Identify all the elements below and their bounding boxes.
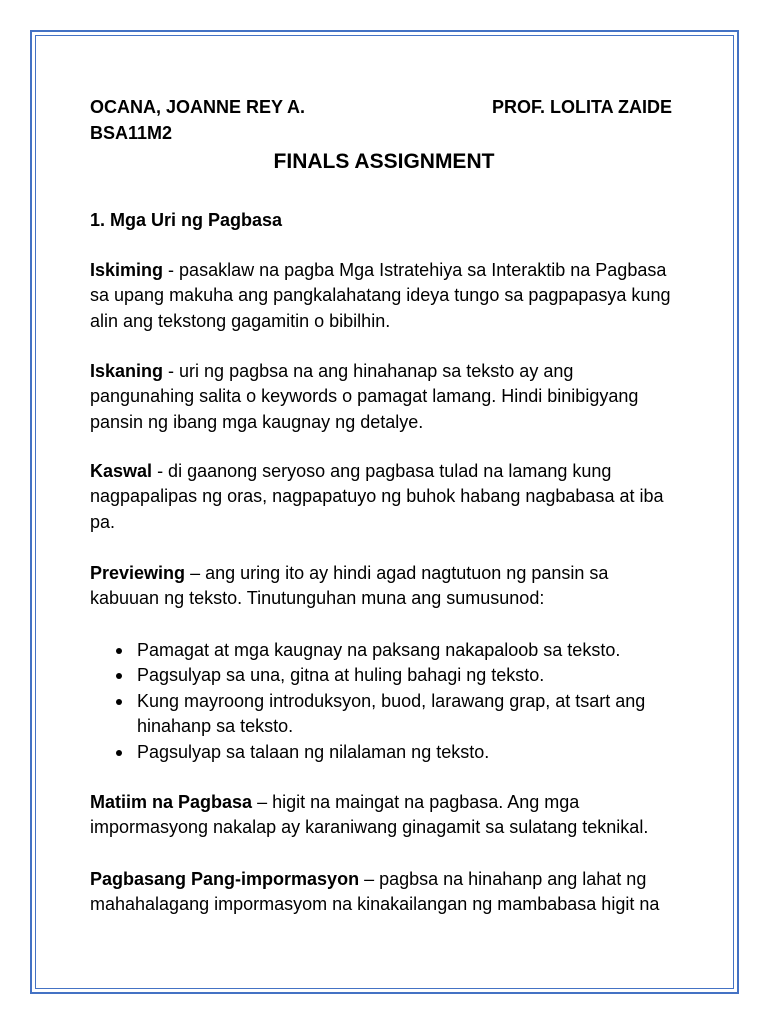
definition-first-line xyxy=(90,561,608,586)
list-item xyxy=(137,689,645,740)
definition-term: Pagbasang Pang-impormasyon xyxy=(90,869,360,889)
definition-term: Iskiming xyxy=(90,260,164,280)
definition-text: - di gaanong seryoso ang pagbasa tulad na lamang kung xyxy=(157,461,612,481)
list-item-text: hinahanp sa teksto. xyxy=(137,716,294,737)
professor-name: PROF. LOLITA ZAIDE xyxy=(492,97,672,117)
assignment-title: FINALS ASSIGNMENT xyxy=(273,150,495,173)
list-item xyxy=(137,638,645,663)
definition-first-line xyxy=(90,459,664,484)
definition-text: – pagbsa na hinahanp ang lahat ng xyxy=(364,869,647,889)
definition-kaswal xyxy=(90,459,664,535)
definition-line: sa upang makuha ang pangkalahatang ideya tungo sa pagpapasya kung xyxy=(90,285,671,306)
list-item-text: Pamagat at mga kaugnay na paksang nakapaloob sa teksto. xyxy=(137,640,621,660)
definition-term: Matiim na Pagbasa xyxy=(90,792,253,812)
definition-text: – ang uring ito ay hindi agad nagtutuon ng pansin sa xyxy=(190,563,609,583)
definition-term: Previewing xyxy=(90,563,186,583)
header-row xyxy=(90,120,672,146)
bullet-icon xyxy=(116,750,122,756)
bullet-icon xyxy=(116,648,122,654)
definition-text: – higit na maingat na pagbasa. Ang mga xyxy=(257,792,580,812)
list-item xyxy=(137,740,645,765)
definition-text: - pasaklaw na pagba Mga Istratehiya sa Interaktib na Pagbasa xyxy=(168,260,667,280)
definition-line: impormasyong nakalap ay karaniwang ginagamit sa sulatang teknikal. xyxy=(90,817,649,838)
list-item-text: Kung mayroong introduksyon, buod, larawang grap, at tsart ang xyxy=(137,690,646,711)
list-item-text: Pagsulyap sa talaan ng nilalaman ng teksto. xyxy=(137,741,490,762)
definition-line: kabuuan ng teksto. Tinutunguhan muna ang sumusunod: xyxy=(90,588,545,609)
definition-iskiming xyxy=(90,258,670,334)
definition-first-line xyxy=(90,867,659,892)
list-item xyxy=(137,663,645,688)
definition-term: Iskaning xyxy=(90,361,164,381)
bullet-icon xyxy=(116,699,122,705)
definition-pagbasang-pang-impormasyon xyxy=(90,867,659,918)
class-section: BSA11M2 xyxy=(90,123,173,143)
document-header xyxy=(90,94,672,146)
definition-first-line xyxy=(90,790,648,815)
definition-first-line xyxy=(90,258,670,283)
header-row xyxy=(90,94,672,120)
section-heading: 1. Mga Uri ng Pagbasa xyxy=(90,210,283,230)
definition-line: nagpapalipas ng oras, nagpapatuyo ng buhok habang nagbabasa at iba xyxy=(90,486,664,507)
list-item-text: Pagsulyap sa una, gitna at huling bahagi ng teksto. xyxy=(137,665,545,686)
definition-line: mahahalagang impormasyom na kinakailangan ng mambabasa higit na xyxy=(90,894,660,915)
definition-line: pangunahing salita o keywords o pamagat lamang. Hindi binibigyang xyxy=(90,386,639,407)
definition-iskaning xyxy=(90,359,638,435)
definition-term: Kaswal xyxy=(90,461,153,481)
definition-line: pansin ng ibang mga kaugnay ng detalye. xyxy=(90,411,424,432)
definition-matiim-na-pagbasa xyxy=(90,790,648,841)
definition-first-line xyxy=(90,359,638,384)
definition-text: - uri ng pagbsa na ang hinahanap sa teksto ay ang xyxy=(168,361,574,381)
definition-line: pa. xyxy=(90,511,116,532)
definition-previewing xyxy=(90,561,608,612)
previewing-list xyxy=(137,638,645,765)
definition-line: alin ang tekstong gagamitin o bibilhin. xyxy=(90,310,391,331)
student-name: OCANA, JOANNE REY A. xyxy=(90,97,306,117)
